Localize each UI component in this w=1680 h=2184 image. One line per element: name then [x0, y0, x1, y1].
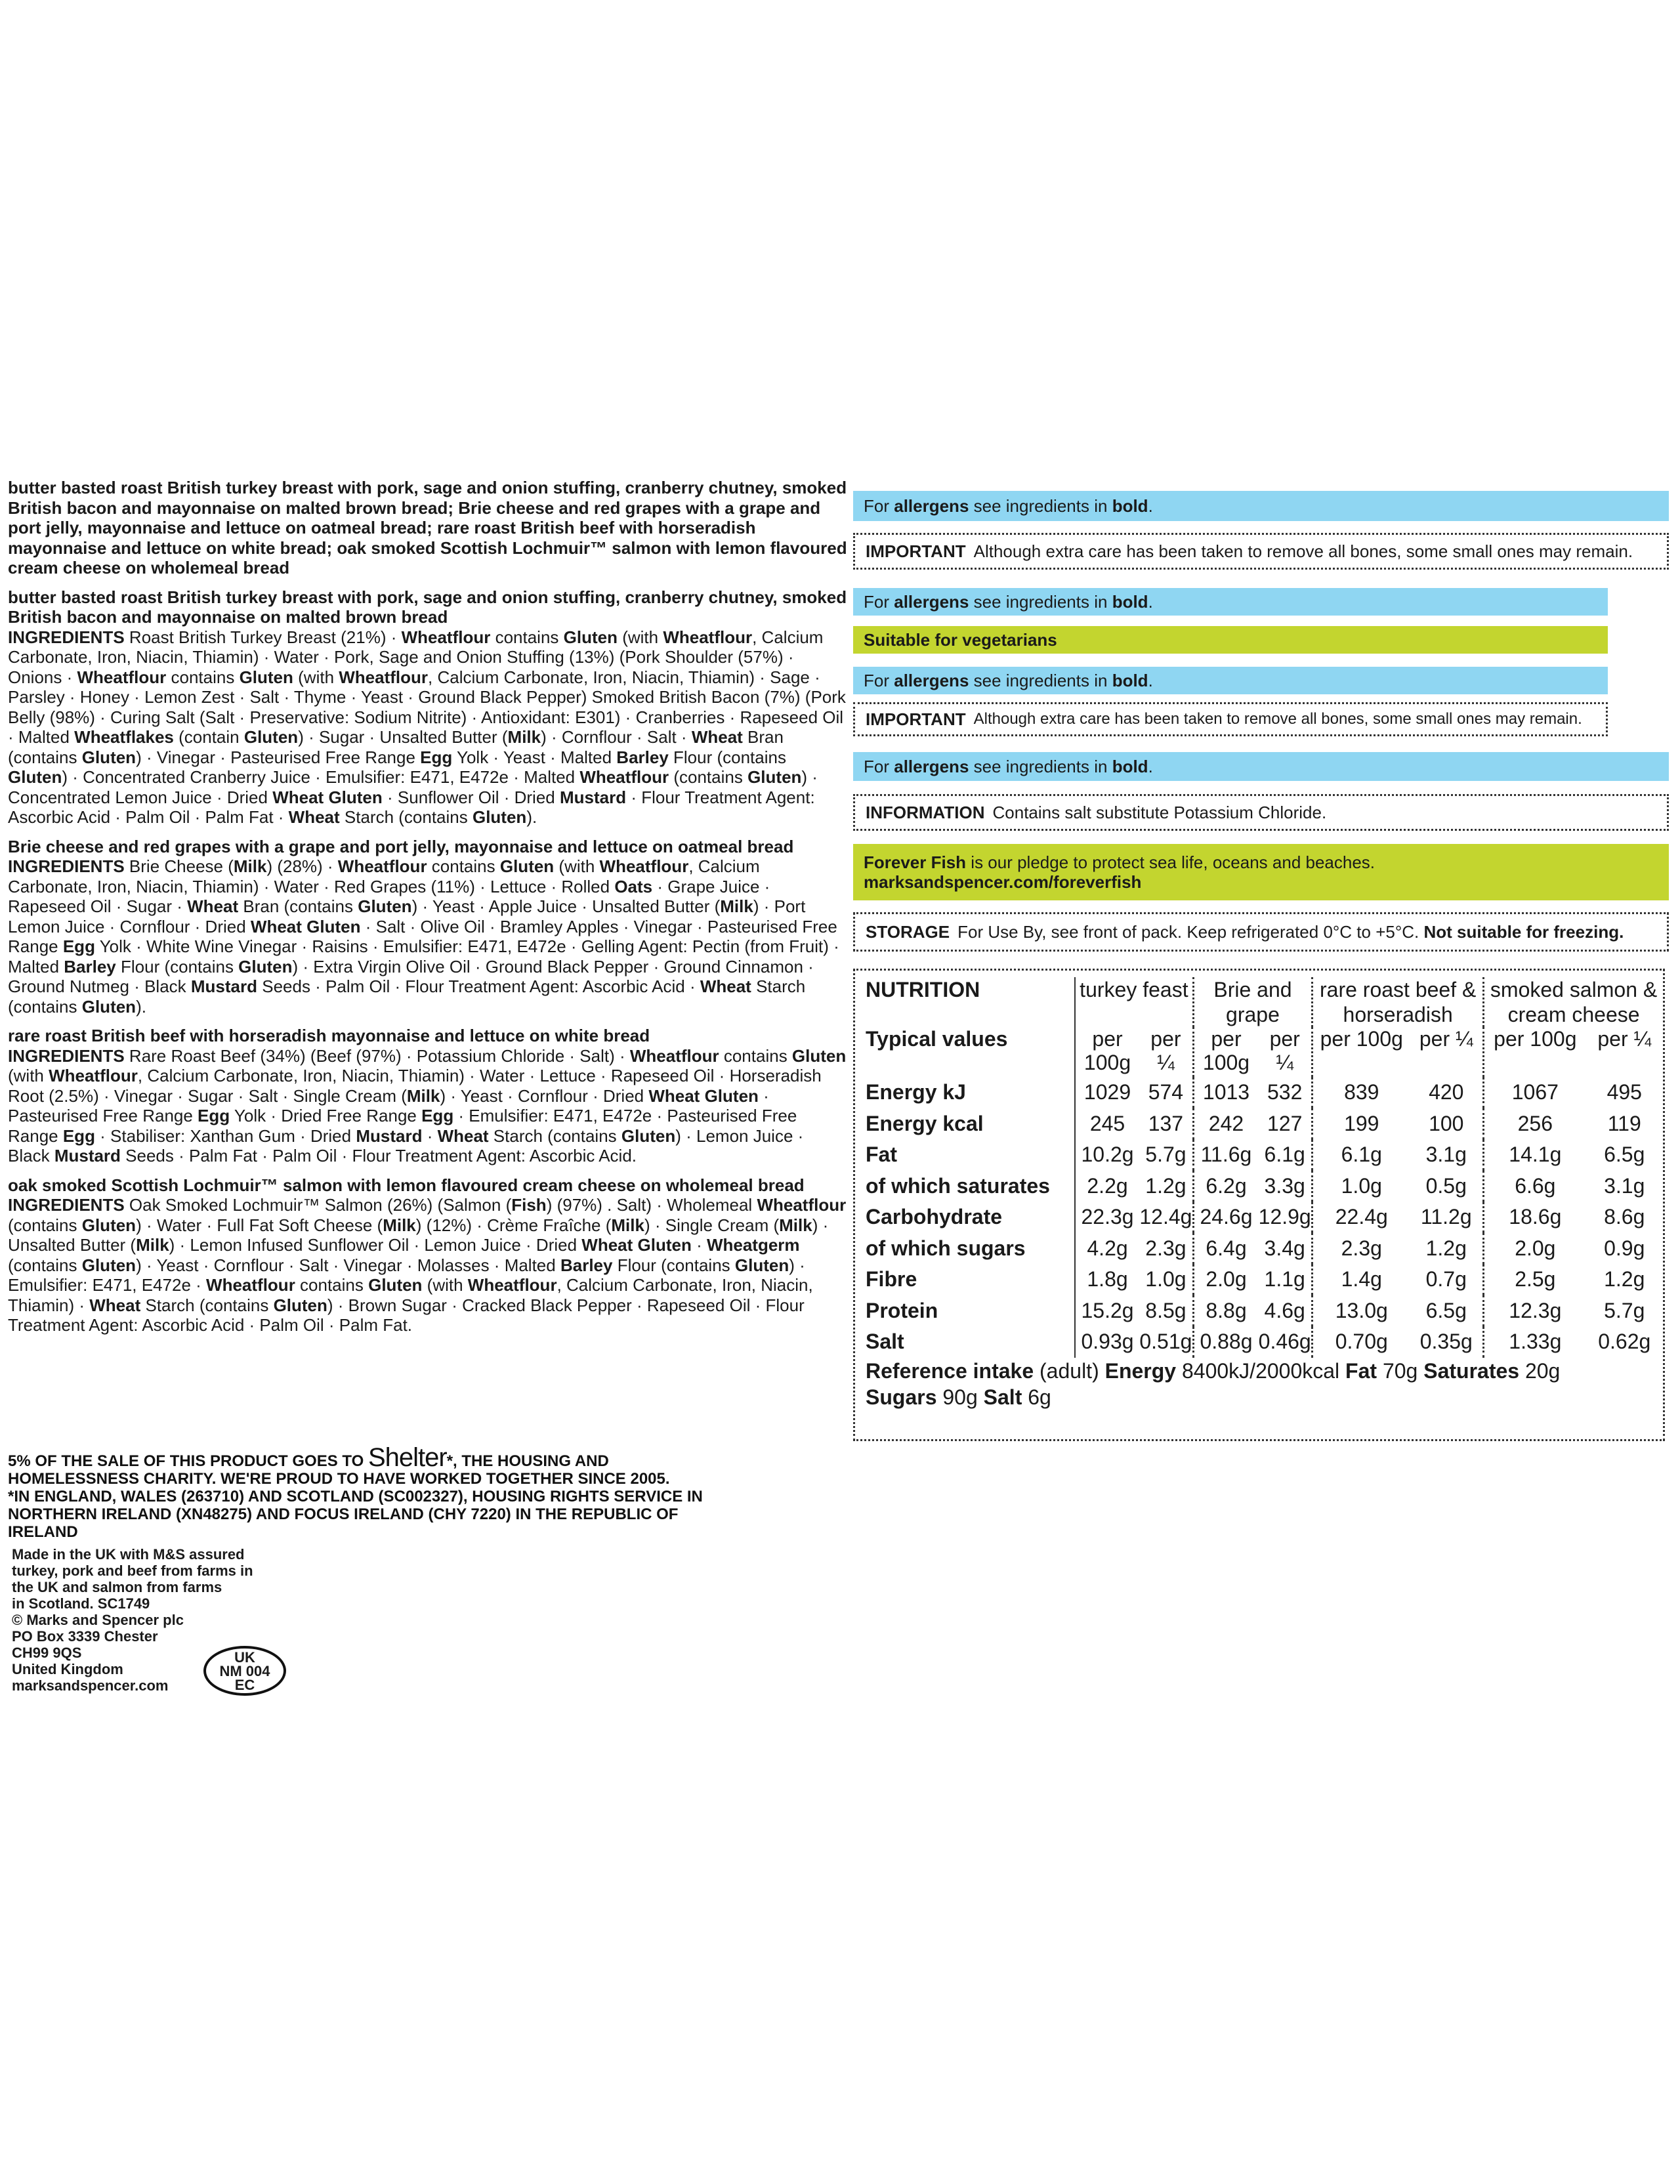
- nutrient-value: 256: [1484, 1108, 1586, 1140]
- group-salmon: smoked salmon & cream cheese: [1484, 977, 1663, 1027]
- nutrition-row: [855, 1077, 1663, 1108]
- nutrition-row: [855, 1233, 1663, 1265]
- nutrient-value: 3.4g: [1264, 1236, 1305, 1260]
- nutrient-value: 6.2g: [1193, 1171, 1258, 1202]
- nutrient-value: 100: [1429, 1111, 1464, 1135]
- nutrition-row: [855, 1202, 1663, 1233]
- nutrient-value: 127: [1267, 1111, 1303, 1135]
- group-brie: Brie and grape: [1193, 977, 1312, 1027]
- shelter-logo: Shelter: [368, 1443, 447, 1472]
- health-mark-oval: UK NM 004 EC: [203, 1646, 286, 1696]
- nutrient-value: 1.8g: [1075, 1264, 1139, 1295]
- salmon-heading: oak smoked Scottish Lochmuir™ salmon with lemon flavoured cream cheese on wholemeal bread: [8, 1175, 805, 1195]
- nutrient-value: 0.70g: [1312, 1326, 1410, 1358]
- nutrient-value: 1.0g: [1312, 1171, 1410, 1202]
- nutrient-value: 0.62g: [1598, 1330, 1651, 1354]
- nutrient-value: 199: [1312, 1108, 1410, 1140]
- nutrient-label: Protein: [866, 1298, 938, 1322]
- nutrient-value: 5.7g: [1604, 1298, 1645, 1322]
- nutrient-value: 6.5g: [1604, 1143, 1645, 1167]
- nutrient-value: 0.51g: [1139, 1330, 1192, 1354]
- nutrient-value: 14.1g: [1484, 1139, 1586, 1171]
- nutrient-value: 6.6g: [1484, 1171, 1586, 1202]
- nutrient-value: 532: [1267, 1080, 1303, 1104]
- nutrient-value: 0.35g: [1419, 1330, 1473, 1354]
- nutrient-value: 11.2g: [1420, 1205, 1472, 1229]
- nutrition-row: [855, 1171, 1663, 1202]
- nutrient-label: Fat: [866, 1143, 897, 1167]
- nutrient-value: 5.7g: [1145, 1143, 1186, 1167]
- storage-box: STORAGE For Use By, see front of pack. Keep refrigerated 0°C to +5°C. Not suitable for freezing.: [853, 912, 1669, 952]
- nutrition-row: [855, 1295, 1663, 1327]
- nutrient-label: of which sugars: [866, 1236, 1026, 1260]
- nutrient-value: 119: [1607, 1111, 1641, 1135]
- nutrient-value: 0.88g: [1193, 1326, 1258, 1358]
- nutrition-table: NUTRITION turkey feast Brie and grape rare roast beef & horseradish smoked salmon & cream cheese Typical values per 100g per ¼ per 100g per ¼ per 100g per ¼ per 100g per ¼ Energy kJ 1029 574 1013 532 839 420 1067 495 Energy kcal 245 137 242 127 199 100 256 119 Fat 10.2g 5.7g 11.6g 6.1g 6.1g 3.1g 14.1g 6.5g of which saturates 2.2g 1.2g 6.2g 3.3g 1.0g 0.5g 6.6g 3.1g Carbohydrate 22.3g 12.4g 24.6g 12.9g 22.4g 11.2g 18.6g 8.6g of which sugars 4.2g 2.3g 6.4g 3.4g 2.3g 1.2g 2.0g 0.9g Fibre 1.8g 1.0g 2.0g 1.1g 1.4g 0.7g 2.5g 1.2g Protein 15.2g 8.5g 8.8g 4.6g 13.0g 6.5g 12.3g 5.7g Salt 0.93g 0.51g 0.88g 0.46g 0.70g 0.35g 1.33g 0.62g Reference intake (adult) Energy 8400kJ/2000kcal Fat 70g Saturates 20g Sugars 90g Salt 6g: [853, 969, 1665, 1441]
- nutrient-value: 12.9g: [1258, 1205, 1311, 1229]
- nutrient-value: 1.0g: [1145, 1267, 1186, 1292]
- brie-heading: Brie cheese and red grapes with a grape and port jelly, mayonnaise and lettuce on oatmeal bread: [8, 836, 794, 856]
- product-title: butter basted roast British turkey breast with pork, sage and onion stuffing, cranberry chutney, smoked British bacon and mayonnaise on malted brown bread; Brie cheese and red grapes with a grape and port jelly, mayonnaise and lettuce on oatmeal bread; rare roast British beef with horseradish mayonnaise and lettuce on white bread; oak smoked Scottish Lochmuir™ salmon with lemon flavoured cream cheese on wholemeal bread: [8, 478, 847, 578]
- allergens-banner-1: For allergens see ingredients in bold .: [853, 491, 1669, 521]
- nutrient-label: Energy kJ: [866, 1080, 966, 1104]
- nutrient-value: 12.4g: [1139, 1205, 1192, 1229]
- nutrient-value: 22.4g: [1312, 1202, 1410, 1233]
- shelter-footnote: *IN ENGLAND, WALES (263710) AND SCOTLAND (SC002327), HOUSING RIGHTS SERVICE IN NORTHERN IRELAND (XN48275) AND FOCUS IRELAND (CHY 7220) IN THE REPUBLIC OF IRELAND: [8, 1488, 703, 1541]
- nutrient-value: 1029: [1075, 1077, 1139, 1108]
- nutrient-value: 11.6g: [1193, 1139, 1258, 1171]
- nutrient-value: 3.1g: [1604, 1173, 1645, 1198]
- nutrient-value: 13.0g: [1312, 1295, 1410, 1327]
- nutrient-value: 137: [1148, 1111, 1184, 1135]
- nutrient-label: of which saturates: [866, 1173, 1050, 1198]
- nutrition-row: [855, 1326, 1663, 1358]
- nutrient-value: 495: [1606, 1080, 1642, 1104]
- nutrient-label: Fibre: [866, 1267, 917, 1292]
- nutrient-value: 4.6g: [1264, 1298, 1305, 1322]
- nutrient-value: 6.5g: [1425, 1298, 1467, 1322]
- nutrient-value: 420: [1429, 1080, 1464, 1104]
- important-box-2: IMPORTANT Although extra care has been taken to remove all bones, some small ones may remain.: [853, 702, 1608, 736]
- nutrient-value: 1.33g: [1484, 1326, 1586, 1358]
- nutrient-value: 2.0g: [1484, 1233, 1586, 1265]
- nutrition-title: NUTRITION: [866, 978, 980, 1001]
- nutrient-value: 12.3g: [1484, 1295, 1586, 1327]
- nutrient-value: 245: [1075, 1108, 1139, 1140]
- shelter-notice: 5% OF THE SALE OF THIS PRODUCT GOES TO Shelter*, THE HOUSING AND HOMELESSNESS CHARITY. WE'RE PROUD TO HAVE WORKED TOGETHER SINCE 2005. *IN ENGLAND, WALES (263710) AND SCOTLAND (SC002327), HOUSING RIGHTS SERVICE IN NORTHERN IRELAND (XN48275) AND FOCUS IRELAND (CHY 7220) IN THE REPUBLIC OF IRELAND: [8, 1443, 703, 1541]
- nutrient-label: Carbohydrate: [866, 1205, 1003, 1229]
- beef-ingredients: INGREDIENTS Rare Roast Beef (34%) (Beef (97%) · Potassium Chloride · Salt) · Wheatflour contains Gluten (with Wheatflour, Calcium Carbonate, Iron, Niacin, Thiamin) · Water · Lettuce · Rapeseed Oil · Horseradish Root (2.5%) · Vinegar · Sugar · Salt · Single Cream (Milk) · Yeast · Cornflour · Dried Wheat Gluten · Pasteurised Free Range Egg Yolk · Dried Free Range Egg · Emulsifier: E471, E472e · Pasteurised Free Range Egg · Stabiliser: Xanthan Gum · Dried Mustard · Wheat Starch (contains Gluten) · Lemon Juice · Black Mustard Seeds · Palm Fat · Palm Oil · Flour Treatment Agent: Ascorbic Acid.: [8, 1045, 847, 1166]
- nutrient-value: 839: [1312, 1077, 1410, 1108]
- nutrient-value: 2.3g: [1312, 1233, 1410, 1265]
- turkey-ingredients: INGREDIENTS Roast British Turkey Breast (21%) · Wheatflour contains Gluten (with Wheatflour, Calcium Carbonate, Iron, Niacin, Thiamin) · Water · Pork, Sage and Onion Stuffing (13%) (Pork Shoulder (57%) · Onions · Wheatflour contains Gluten (with Wheatflour, Calcium Carbonate, Iron, Niacin, Thiamin) · Sage · Parsley · Honey · Lemon Zest · Salt · Thyme · Yeast · Ground Black Pepper) Smoked British Bacon (7%) (Pork Belly (98%) · Curing Salt (Salt · Preservative: Sodium Nitrite) · Antioxidant: E301) · Cranberries · Rapeseed Oil · Malted Wheatflakes (contain Gluten) · Sugar · Unsalted Butter (Milk) · Cornflour · Salt · Wheat Bran (contains Gluten) · Vinegar · Pasteurised Free Range Egg Yolk · Yeast · Malted Barley Flour (contains Gluten) · Concentrated Cranberry Juice · Emulsifier: E471, E472e · Malted Wheatflour (contains Gluten) · Concentrated Lemon Juice · Dried Wheat Gluten · Sunflower Oil · Dried Mustard · Flour Treatment Agent: Ascorbic Acid · Palm Oil · Palm Fat · Wheat Starch (contains Gluten).: [8, 627, 846, 827]
- nutrient-value: 6.1g: [1312, 1139, 1410, 1171]
- nutrient-value: 2.2g: [1075, 1171, 1139, 1202]
- nutrient-value: 8.5g: [1145, 1298, 1186, 1322]
- vegetarian-banner: Suitable for vegetarians: [853, 626, 1608, 654]
- nutrient-value: 8.8g: [1193, 1295, 1258, 1327]
- forever-fish-banner: Forever Fish is our pledge to protect sea life, oceans and beaches. marksandspencer.com/foreverfish: [853, 844, 1669, 900]
- nutrient-value: 6.4g: [1193, 1233, 1258, 1265]
- salmon-ingredients: INGREDIENTS Oak Smoked Lochmuir™ Salmon (26%) (Salmon (Fish) (97%) . Salt) · Wholemeal Wheatflour (contains Gluten) · Water · Full Fat Soft Cheese (Milk) (12%) · Crème Fraîche (Milk) · Single Cream (Milk) · Unsalted Butter (Milk) · Lemon Infused Sunflower Oil · Lemon Juice · Dried Wheat Gluten · Wheatgerm (contains Gluten) · Yeast · Cornflour · Salt · Vinegar · Molasses · Malted Barley Flour (contains Gluten) · Emulsifier: E471, E472e · Wheatflour contains Gluten (with Wheatflour, Calcium Carbonate, Iron, Niacin, Thiamin) · Wheat Starch (contains Gluten) · Brown Sugar · Cracked Black Pepper · Rapeseed Oil · Flour Treatment Agent: Ascorbic Acid · Palm Oil · Palm Fat.: [8, 1195, 847, 1335]
- nutrient-value: 1.1g: [1264, 1267, 1305, 1292]
- nutrient-value: 3.1g: [1425, 1143, 1467, 1167]
- nutrient-value: 1.2g: [1145, 1173, 1186, 1198]
- nutrient-value: 1.2g: [1425, 1236, 1467, 1260]
- address-block: Made in the UK with M&S assured turkey, pork and beef from farms in the UK and salmon from farms in Scotland. SC1749 © Marks and Spencer plc PO Box 3339 Chester CH99 9QS United Kingdom marksandspencer.com: [12, 1546, 253, 1694]
- nutrient-value: 4.2g: [1075, 1233, 1139, 1265]
- nutrient-value: 0.9g: [1604, 1236, 1645, 1260]
- nutrition-row: [855, 1139, 1663, 1171]
- important-box-1: IMPORTANT Although extra care has been taken to remove all bones, some small ones may remain.: [853, 533, 1669, 570]
- nutrient-value: 8.6g: [1604, 1205, 1645, 1229]
- forever-fish-link[interactable]: marksandspencer.com/foreverfish: [864, 872, 1142, 892]
- allergens-banner-4: For allergens see ingredients in bold .: [853, 752, 1669, 781]
- nutrient-value: 0.5g: [1425, 1173, 1467, 1198]
- nutrient-value: 242: [1193, 1108, 1258, 1140]
- nutrient-value: 6.1g: [1264, 1143, 1305, 1167]
- nutrient-value: 22.3g: [1075, 1202, 1139, 1233]
- nutrient-value: 18.6g: [1484, 1202, 1586, 1233]
- nutrient-value: 1013: [1193, 1077, 1258, 1108]
- nutrition-row: [855, 1264, 1663, 1295]
- nutrient-value: 574: [1148, 1080, 1184, 1104]
- nutrient-value: 1.2g: [1604, 1267, 1645, 1292]
- allergens-banner-3: For allergens see ingredients in bold .: [853, 667, 1608, 694]
- nutrition-row: [855, 1108, 1663, 1140]
- nutrient-value: 0.93g: [1075, 1326, 1139, 1358]
- nutrient-value: 24.6g: [1193, 1202, 1258, 1233]
- turkey-heading: butter basted roast British turkey breast with pork, sage and onion stuffing, cranberry chutney, smoked British bacon and mayonnaise on malted brown bread: [8, 587, 847, 627]
- nutrient-label: Energy kcal: [866, 1111, 984, 1135]
- nutrient-value: 2.3g: [1145, 1236, 1186, 1260]
- group-beef: rare roast beef & horseradish: [1312, 977, 1484, 1027]
- nutrient-value: 0.7g: [1425, 1267, 1467, 1292]
- nutrient-value: 10.2g: [1075, 1139, 1139, 1171]
- reference-intake: Reference intake (adult) Energy 8400kJ/2000kcal Fat 70g Saturates 20g Sugars 90g Salt 6g: [866, 1359, 1561, 1409]
- nutrient-value: 0.46g: [1258, 1330, 1311, 1354]
- allergens-banner-2: For allergens see ingredients in bold .: [853, 588, 1608, 616]
- group-turkey: turkey feast: [1075, 977, 1193, 1027]
- information-box: INFORMATION Contains salt substitute Potassium Chloride.: [853, 794, 1669, 831]
- typical-values: Typical values: [866, 1027, 1008, 1051]
- nutrient-value: 2.0g: [1193, 1264, 1258, 1295]
- nutrient-value: 15.2g: [1075, 1295, 1139, 1327]
- nutrient-value: 3.3g: [1264, 1173, 1305, 1198]
- brie-ingredients: INGREDIENTS Brie Cheese (Milk) (28%) · Wheatflour contains Gluten (with Wheatflour, Calcium Carbonate, Iron, Niacin, Thiamin) · Water · Red Grapes (11%) · Lettuce · Rolled Oats · Grape Juice · Rapeseed Oil · Sugar · Wheat Bran (contains Gluten) · Yeast · Apple Juice · Unsalted Butter (Milk) · Port Lemon Juice · Cornflour · Dried Wheat Gluten · Salt · Olive Oil · Bramley Apples · Vinegar · Pasteurised Free Range Egg Yolk · White Wine Vinegar · Raisins · Emulsifier: E471, E472e · Gelling Agent: Pectin (from Fruit) · Malted Barley Flour (contains Gluten) · Extra Virgin Olive Oil · Ground Black Pepper · Ground Cinnamon · Ground Nutmeg · Black Mustard Seeds · Palm Oil · Flour Treatment Agent: Ascorbic Acid · Wheat Starch (contains Gluten).: [8, 856, 839, 1017]
- ingredients-column: [8, 478, 848, 1335]
- nutrient-value: 2.5g: [1484, 1264, 1586, 1295]
- nutrient-value: 1067: [1484, 1077, 1586, 1108]
- nutrient-label: Salt: [866, 1330, 904, 1354]
- beef-heading: rare roast British beef with horseradish mayonnaise and lettuce on white bread: [8, 1026, 650, 1045]
- nutrient-value: 1.4g: [1312, 1264, 1410, 1295]
